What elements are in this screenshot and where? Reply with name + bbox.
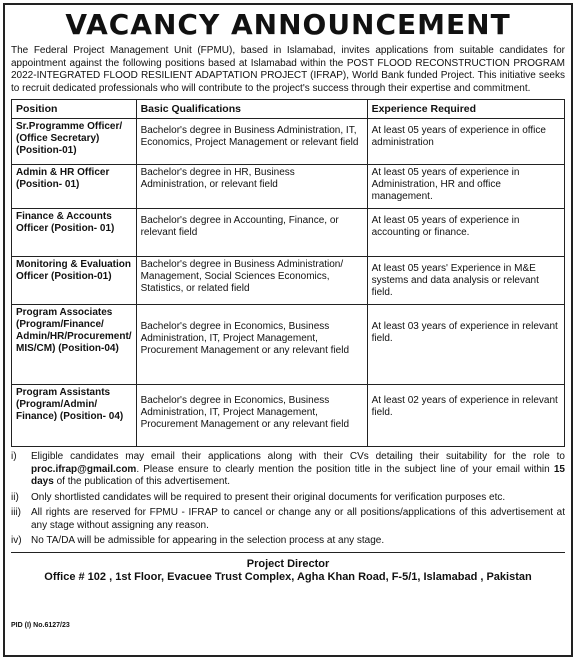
experience-cell [367, 257, 564, 305]
experience-text: At least 05 years' Experience in M&E systems and data analysis or relevant field. [371, 263, 539, 298]
table-row [12, 305, 565, 385]
table-row [12, 257, 565, 305]
announcement-title: VACANCY ANNOUNCEMENT [65, 8, 511, 41]
note-text: No TA/DA will be admissible for appearing in the selection process at any stage. [31, 535, 385, 546]
list-item [11, 535, 565, 548]
header-position: Position [12, 100, 137, 119]
experience-text: At least 05 years of experience in office administration [371, 125, 546, 148]
note-number: i) [11, 451, 17, 462]
intro-paragraph: The Federal Project Management Unit (FPMU), based in Islamabad, invites applications from suitable candidates for appointment against the following positions based at Islamabad within the POST FLOOD RECONSTRUCTION PROGRAM 2022-INTEGRATED FLOOD RESILIENT ADAPTATION PROJECT (IFRAP), World Bank funded Project. This initiative seeks to recruit dedicated professionals who will contribute to the project's success through their expertise and commitment. [11, 45, 565, 94]
note-text-end: of the publication of this advertisement. [53, 476, 231, 487]
notes-list [11, 451, 565, 548]
experience-cell [367, 209, 564, 257]
deadline-days: 15 days [31, 463, 565, 487]
list-item [11, 507, 565, 532]
note-number: iii) [11, 507, 21, 518]
experience-cell [367, 305, 564, 385]
qualification-text: Bachelor's degree in Economics, Business Administration, IT, Project Management, Procurement Management or any relevant field [140, 395, 350, 430]
note-text [31, 451, 565, 489]
note-text: Only shortlisted candidates will be required to present their original documents for verification purposes etc. [31, 491, 506, 503]
position-cell: Sr.Programme Officer/ (Office Secretary) (Position-01) [12, 119, 137, 165]
qualification-text: Bachelor's degree in Economics, Business Administration, IT, Project Management, Procurement Management or any relevant field [140, 321, 350, 356]
qualification-text: Bachelor's degree in Business Administration, IT, Economics, Project Management or relevant field [140, 125, 359, 148]
table-row [12, 385, 565, 447]
table-row [12, 165, 565, 209]
vacancy-announcement [3, 3, 573, 657]
experience-cell [367, 385, 564, 447]
experience-cell [367, 119, 564, 165]
position-cell: Finance & Accounts Officer (Position- 01) [12, 209, 137, 257]
experience-cell: At least 05 years of experience in Administration, HR and office management. [367, 165, 564, 209]
office-address: Office # 102 , 1st Floor, Evacuee Trust Complex, Agha Khan Road, F-5/1, Islamabad , Pakistan [44, 570, 532, 583]
qualification-cell [136, 119, 367, 165]
contact-email: proc.ifrap@gmail.com [31, 463, 137, 475]
qualification-cell [136, 165, 367, 209]
header-experience: Experience Required [367, 100, 564, 119]
positions-table [11, 99, 565, 447]
qualification-cell [136, 209, 367, 257]
note-text: All rights are reserved for FPMU - IFRAP to cancel or change any or all positions/applications of this advertisement at any stage without assigning any reason. [31, 507, 565, 531]
qualification-text: Bachelor's degree in HR, Business Administration, or relevant field [140, 167, 295, 190]
table-row [12, 209, 565, 257]
table-header-row [12, 100, 565, 119]
header-qualifications: Basic Qualifications [136, 100, 367, 119]
qualification-cell [136, 305, 367, 385]
list-item [11, 451, 565, 489]
note-text-start: Eligible candidates may email their applications along with their CVs detailing their suitability for the role to [31, 451, 565, 462]
qualification-cell: Bachelor's degree in Business Administration/ Management, Social Sciences Economics, Statistics, or related field [136, 257, 367, 305]
footer-divider [11, 552, 565, 553]
pid-number: PID (I) No.6127/23 [11, 622, 70, 629]
experience-text: At least 02 years of experience in relevant field. [371, 395, 558, 418]
position-cell: Admin & HR Officer (Position- 01) [12, 165, 137, 209]
experience-text: At least 05 years of experience in accounting or finance. [371, 215, 520, 238]
note-number: ii) [11, 491, 19, 503]
note-text-middle: . Please ensure to clearly mention the position title in the subject line of your email within [136, 463, 554, 475]
qualification-cell [136, 385, 367, 447]
note-number: iv) [11, 535, 22, 546]
qualification-text: Bachelor's degree in Accounting, Finance, or relevant field [140, 215, 339, 238]
project-director-title: Project Director [246, 557, 330, 570]
list-item [11, 492, 565, 505]
table-row [12, 119, 565, 165]
position-cell: Program Assistants (Program/Admin/ Finance) (Position- 04) [12, 385, 137, 447]
position-cell: Program Associates (Program/Finance/ Admin/HR/Procurement/ MIS/CM) (Position-04) [12, 305, 137, 385]
position-cell: Monitoring & Evaluation Officer (Position-01) [12, 257, 137, 305]
experience-text: At least 03 years of experience in relevant field. [371, 321, 558, 344]
